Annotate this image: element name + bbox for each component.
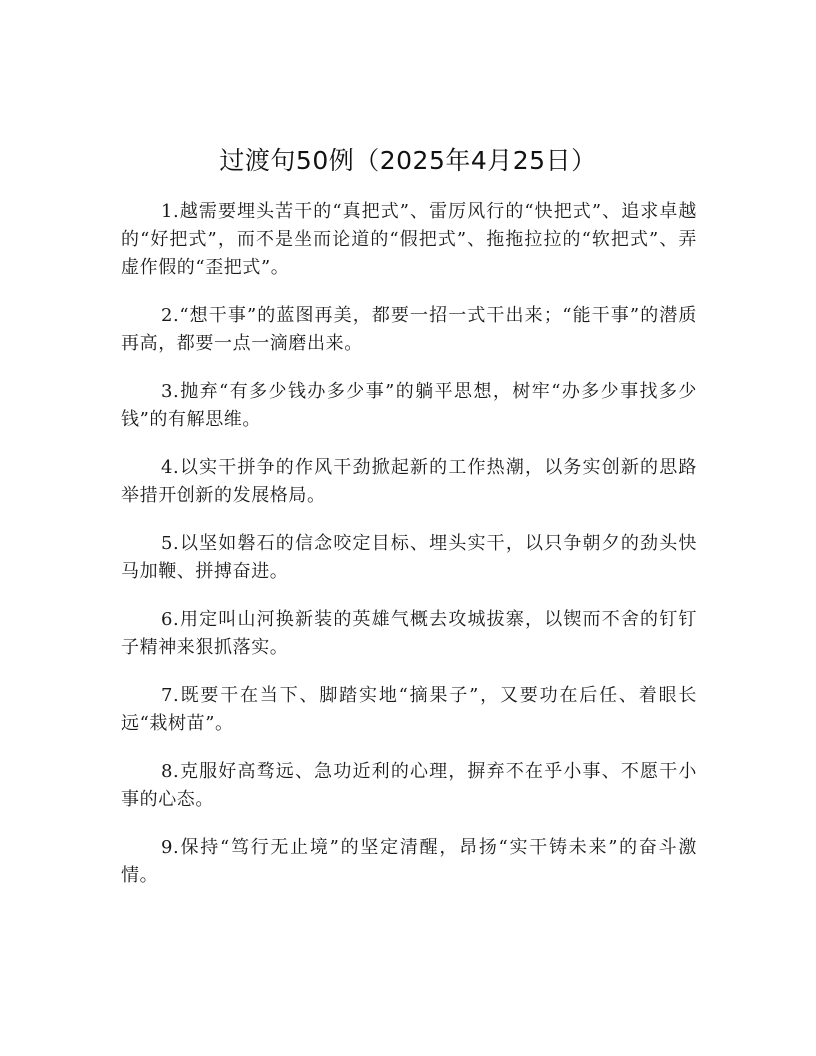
paragraph-1: 1.越需要埋头苦干的“真把式”、雷厉风行的“快把式”、追求卓越的“好把式”，而不是坐而论道的“假把式”、拖拖拉拉的“软把式”、弄虚作假的“歪把式”。: [121, 201, 697, 278]
paragraph-9: 9.保持“笃行无止境”的坚定清醒，昂扬“实干铸未来”的奋斗激情。: [121, 837, 697, 886]
paragraph-2: 2.“想干事”的蓝图再美，都要一招一式干出来；“能干事”的潜质再高，都要一点一滴磨出来。: [121, 305, 697, 354]
paragraph-6: 6.用定叫山河换新装的英雄气概去攻城拔寨，以锲而不舍的钉钉子精神来狠抓落实。: [121, 609, 697, 658]
paragraph-3: 3.抛弃“有多少钱办多少事”的躺平思想，树牢“办多少事找多少钱”的有解思维。: [121, 381, 697, 430]
document-title: 过渡句50例（2025年4月25日）: [219, 146, 597, 175]
paragraph-8: 8.克服好高骛远、急功近利的心理，摒弃不在乎小事、不愿干小事的心态。: [121, 761, 697, 810]
document-body: [121, 198, 697, 910]
paragraph-7: 7.既要干在当下、脚踏实地“摘果子”，又要功在后任、着眼长远“栽树苗”。: [121, 685, 697, 734]
paragraph-5: 5.以坚如磐石的信念咬定目标、埋头实干，以只争朝夕的劲头快马加鞭、拼搏奋进。: [121, 533, 697, 582]
paragraph-4: 4.以实干拼争的作风干劲掀起新的工作热潮，以务实创新的思路举措开创新的发展格局。: [121, 457, 697, 506]
